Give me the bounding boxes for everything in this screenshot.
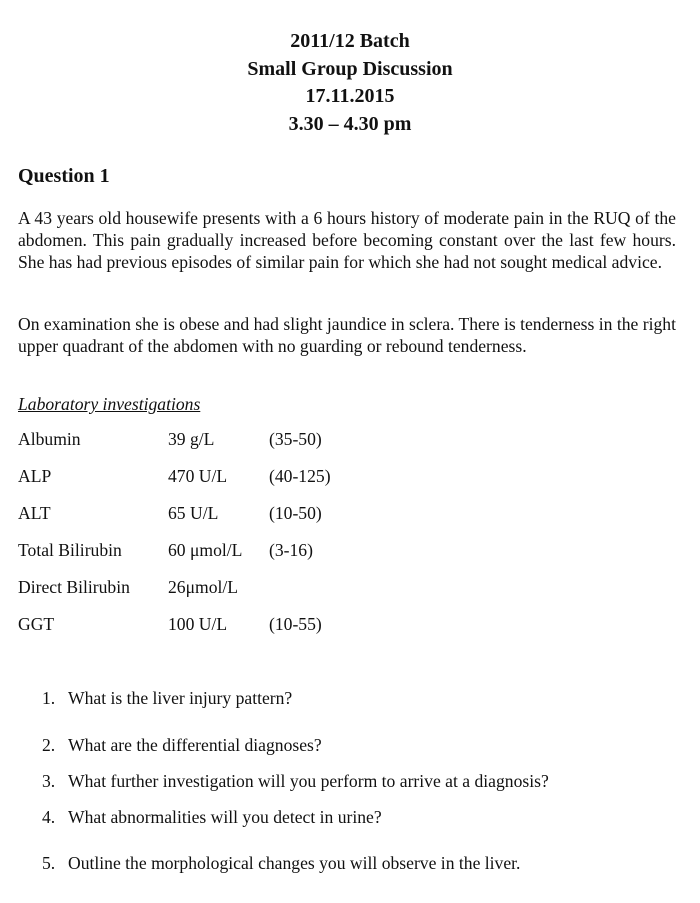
batch-title: 2011/12 Batch — [290, 30, 410, 52]
lab-test-reference: (35-50) — [269, 429, 322, 449]
lab-row — [18, 540, 418, 562]
session-time: 3.30 – 4.30 pm — [288, 112, 412, 135]
list-item — [42, 735, 322, 756]
question-number: 5. — [42, 853, 56, 873]
lab-test-name: Albumin — [18, 429, 81, 449]
lab-test-name: GGT — [18, 614, 55, 634]
lab-test-reference: (3-16) — [269, 540, 313, 560]
lab-row — [18, 614, 418, 636]
lab-row — [18, 429, 418, 451]
question-number: 2. — [42, 735, 56, 755]
list-item — [42, 853, 520, 874]
lab-test-value: 39 g/L — [168, 429, 215, 449]
lab-heading: Laboratory investigations — [18, 394, 201, 414]
lab-test-name: ALP — [18, 466, 52, 486]
lab-test-reference: (10-50) — [269, 503, 322, 523]
question-title: Question 1 — [18, 165, 110, 187]
lab-test-name: Direct Bilirubin — [18, 577, 130, 597]
lab-test-value: 65 U/L — [168, 503, 219, 523]
session-date: 17.11.2015 — [305, 85, 395, 107]
lab-test-name: ALT — [18, 503, 51, 523]
list-item — [42, 807, 382, 828]
lab-test-value: 100 U/L — [168, 614, 228, 634]
lab-test-value: 60 μmol/L — [168, 540, 243, 560]
lab-test-value: 26μmol/L — [168, 577, 239, 597]
question-text: What abnormalities will you detect in urine? — [68, 807, 382, 827]
lab-test-reference: (40-125) — [269, 466, 331, 486]
question-number: 1. — [42, 688, 56, 708]
lab-row — [18, 503, 418, 525]
question-text: Outline the morphological changes you will observe in the liver. — [68, 853, 521, 873]
question-number: 3. — [42, 771, 56, 791]
list-item — [42, 688, 292, 709]
list-item — [42, 771, 549, 792]
question-text: What further investigation will you perform to arrive at a diagnosis? — [68, 771, 549, 791]
lab-test-reference: (10-55) — [269, 614, 322, 634]
examination-paragraph: On examination she is obese and had slight jaundice in sclera. There is tenderness in the right upper quadrant of the abdomen with no guarding or rebound tenderness. — [18, 314, 676, 356]
question-text: What are the differential diagnoses? — [68, 735, 322, 755]
session-title: Small Group Discussion — [247, 57, 453, 80]
case-history-paragraph: A 43 years old housewife presents with a 6 hours history of moderate pain in the RUQ of the abdomen. This pain gradually increased before becoming constant over the last few hours. She has had previous episodes of similar pain for which she had not sought medical advice. — [18, 208, 676, 272]
question-number: 4. — [42, 807, 56, 827]
document-header — [0, 28, 700, 138]
lab-row — [18, 577, 418, 599]
lab-row — [18, 466, 418, 488]
question-text: What is the liver injury pattern? — [68, 688, 293, 708]
lab-test-value: 470 U/L — [168, 466, 228, 486]
lab-test-name: Total Bilirubin — [18, 540, 122, 560]
